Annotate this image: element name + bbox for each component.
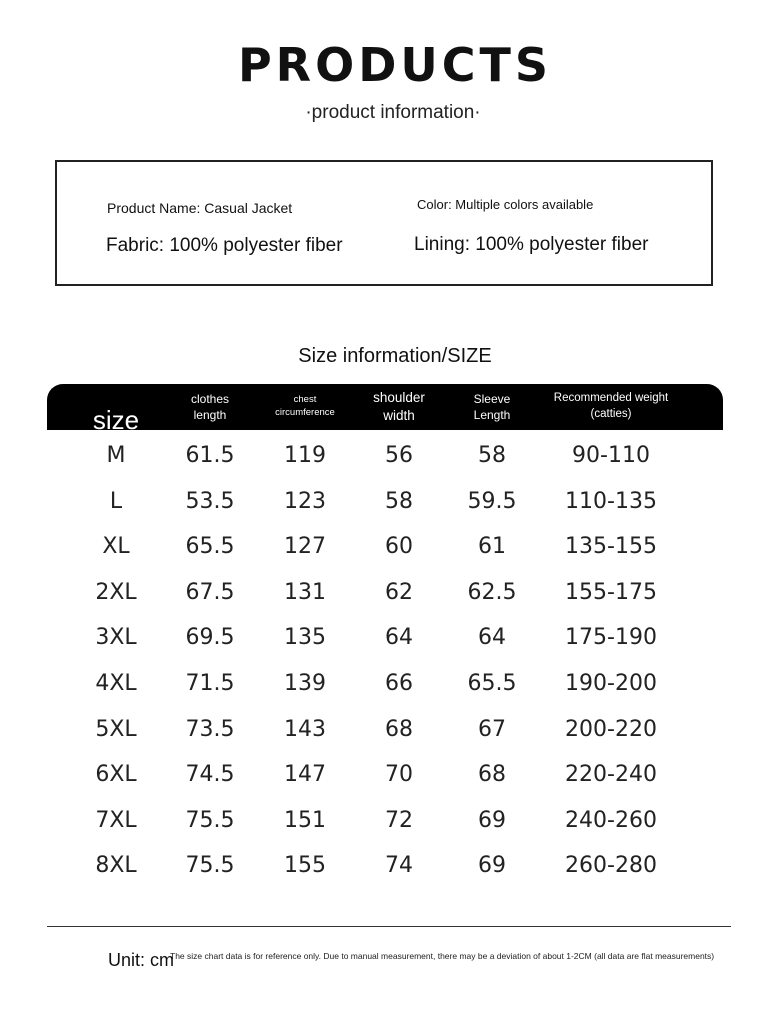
cell-chest: 135	[284, 625, 326, 651]
table-row	[47, 479, 723, 525]
cell-chest: 123	[284, 488, 326, 514]
table-row	[47, 615, 723, 661]
cell-shoulder: 72	[385, 807, 413, 833]
cell-shoulder: 56	[385, 443, 413, 468]
cell-weight: 135-155	[565, 534, 657, 560]
table-row	[47, 524, 723, 570]
cell-size: 5XL	[95, 716, 137, 742]
header-length-line1: clothes	[190, 391, 230, 406]
header-shoulder	[353, 384, 445, 430]
cell-size: M	[106, 443, 126, 468]
size-table-header	[47, 384, 723, 436]
header-weight	[539, 384, 683, 430]
header-chest	[257, 384, 353, 430]
cell-chest: 151	[284, 807, 326, 833]
cell-shoulder: 60	[385, 534, 413, 560]
table-row	[47, 661, 723, 707]
product-lining: Lining: 100% polyester fiber	[414, 234, 649, 255]
cell-chest: 155	[284, 853, 326, 879]
cell-shoulder: 68	[385, 716, 413, 742]
header-sleeve-line2: Length	[473, 408, 511, 422]
table-row	[47, 707, 723, 753]
page-title: PRODUCTS	[237, 38, 553, 92]
cell-length: 75.5	[185, 807, 235, 833]
cell-sleeve: 68	[478, 762, 506, 788]
cell-chest: 143	[284, 716, 326, 742]
cell-weight: 175-190	[565, 625, 657, 651]
size-section-title: Size information/SIZE	[298, 345, 492, 367]
cell-size: 8XL	[95, 853, 137, 879]
cell-size: L	[109, 488, 123, 514]
header-shoulder-line1: shoulder	[373, 389, 425, 405]
footer-divider	[47, 926, 731, 927]
cell-weight: 190-200	[565, 671, 657, 696]
table-row	[47, 570, 723, 616]
header-chest-line1: chest	[293, 394, 317, 406]
cell-length: 71.5	[185, 671, 235, 696]
cell-shoulder: 62	[385, 579, 413, 605]
cell-weight: 200-220	[565, 716, 657, 742]
cell-size: 4XL	[95, 671, 137, 696]
cell-shoulder: 66	[385, 671, 413, 696]
cell-length: 67.5	[185, 579, 235, 605]
cell-size: 7XL	[95, 807, 137, 833]
measurement-note: The size chart data is for reference only. Due to manual measurement, there may be a deviation of about 1-2CM (all data are flat measurements)	[170, 951, 715, 961]
cell-weight: 110-135	[565, 488, 657, 514]
cell-weight: 260-280	[565, 853, 657, 879]
cell-shoulder: 58	[385, 488, 413, 514]
cell-size: 6XL	[95, 762, 137, 788]
cell-weight: 155-175	[565, 579, 657, 605]
unit-label: Unit: cm	[108, 950, 175, 970]
header-sleeve-line1: Sleeve	[473, 391, 511, 406]
table-row	[47, 752, 723, 798]
cell-chest: 131	[284, 579, 326, 605]
cell-sleeve: 58	[478, 443, 506, 468]
cell-length: 53.5	[185, 488, 235, 514]
cell-weight: 240-260	[565, 807, 657, 833]
cell-length: 75.5	[185, 853, 235, 879]
cell-chest: 139	[284, 671, 326, 696]
cell-length: 73.5	[185, 716, 235, 742]
cell-chest: 127	[284, 534, 326, 560]
header-size-label: size	[92, 405, 140, 436]
cell-weight: 220-240	[565, 762, 657, 788]
product-info-box	[55, 160, 713, 286]
cell-shoulder: 70	[385, 762, 413, 788]
cell-shoulder: 74	[385, 853, 413, 879]
cell-size: XL	[102, 534, 130, 560]
cell-size: 2XL	[95, 579, 137, 605]
cell-weight: 90-110	[572, 443, 650, 468]
header-shoulder-line2: width	[383, 408, 415, 423]
cell-sleeve: 67	[478, 716, 506, 742]
cell-sleeve: 69	[478, 807, 506, 833]
cell-chest: 147	[284, 762, 326, 788]
product-color: Color: Multiple colors available	[417, 197, 594, 212]
header-length	[163, 384, 257, 430]
cell-length: 69.5	[185, 625, 235, 651]
cell-length: 74.5	[185, 762, 235, 788]
product-fabric: Fabric: 100% polyester fiber	[106, 235, 343, 256]
cell-shoulder: 64	[385, 625, 413, 651]
header-weight-label: Recommended weight (catties)	[553, 392, 669, 420]
header-length-line2: length	[193, 408, 227, 422]
table-row	[47, 433, 723, 479]
header-sleeve	[445, 384, 539, 430]
cell-sleeve: 64	[478, 625, 506, 651]
cell-sleeve: 62.5	[467, 579, 517, 605]
header-chest-line2: circumference	[275, 407, 335, 418]
page-subtitle: ·product information·	[305, 102, 481, 123]
cell-sleeve: 59.5	[467, 488, 517, 514]
cell-sleeve: 69	[478, 853, 506, 879]
cell-chest: 119	[284, 443, 326, 468]
cell-length: 65.5	[185, 534, 235, 560]
cell-length: 61.5	[185, 443, 235, 468]
cell-sleeve: 65.5	[467, 671, 517, 696]
table-row	[47, 798, 723, 844]
cell-sleeve: 61	[478, 534, 506, 560]
product-name: Product Name: Casual Jacket	[107, 200, 293, 216]
cell-size: 3XL	[95, 625, 137, 651]
table-row	[47, 843, 723, 889]
